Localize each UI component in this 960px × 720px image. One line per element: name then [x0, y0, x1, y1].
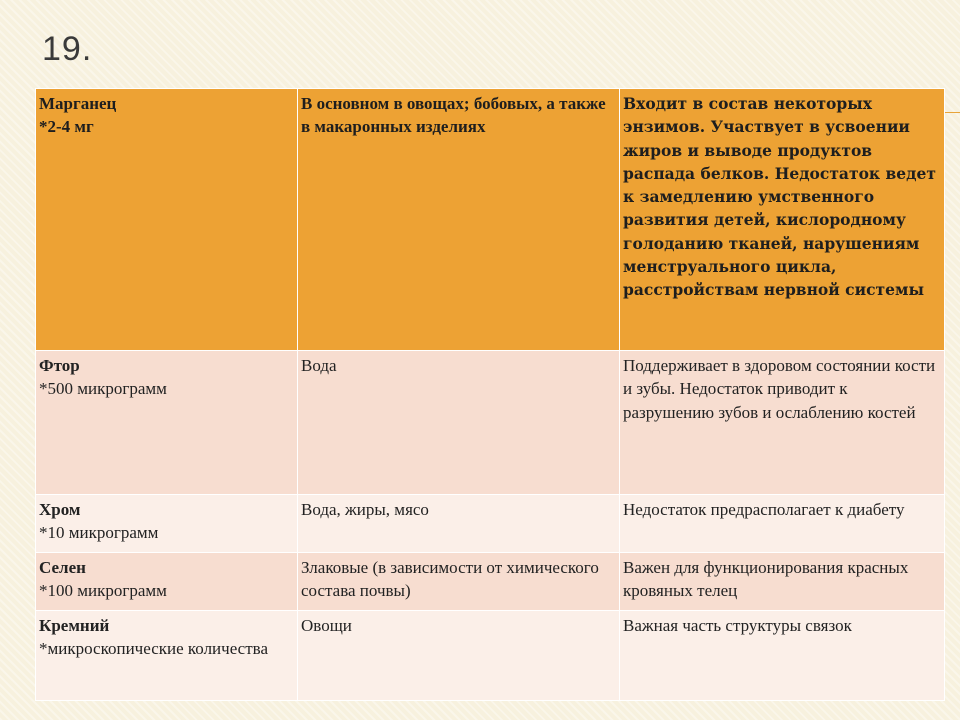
- element-dose: *100 микрограмм: [39, 581, 167, 601]
- slide-title: 19.: [42, 30, 93, 68]
- role-cell: Поддерживает в здоровом состоянии кости и зубы. Недостаток приводит к разрушению зубов и ослаблению костей: [620, 351, 945, 495]
- element-name: Кремний: [39, 616, 110, 635]
- table-row: [36, 553, 945, 611]
- element-name: Селен: [39, 558, 86, 577]
- role-cell: Важен для функционирования красных кровяных телец: [620, 553, 945, 611]
- element-name: Хром: [39, 500, 81, 519]
- sources-cell: Злаковые (в зависимости от химического состава почвы): [298, 553, 620, 611]
- table-row: [36, 89, 945, 351]
- element-cell: [36, 611, 298, 701]
- element-dose: *500 микрограмм: [39, 379, 167, 399]
- table-row: [36, 495, 945, 553]
- element-cell: [36, 553, 298, 611]
- sources-cell: В основном в овощах; бобовых, а также в макаронных изделиях: [298, 89, 620, 351]
- element-dose: *микроскопические количества: [39, 639, 268, 659]
- microelements-table: [35, 88, 945, 701]
- element-name: Марганец: [39, 94, 117, 113]
- role-cell: Недостаток предрасполагает к диабету: [620, 495, 945, 553]
- element-dose: *10 микрограмм: [39, 523, 159, 543]
- sources-cell: Овощи: [298, 611, 620, 701]
- table-row: [36, 611, 945, 701]
- sources-cell: Вода, жиры, мясо: [298, 495, 620, 553]
- element-cell: [36, 89, 298, 351]
- element-name: Фтор: [39, 356, 80, 375]
- role-cell: Важная часть структуры связок: [620, 611, 945, 701]
- element-cell: [36, 351, 298, 495]
- role-cell: Входит в состав некоторых энзимов. Участвует в усвоении жиров и выводе продуктов распада белков. Недостаток ведет к замедлению умственного развития детей, кислородному голоданию тканей, нарушениям менструального цикла, расстройствам нервной системы: [620, 89, 945, 351]
- accent-line: [944, 112, 960, 113]
- element-dose: *2-4 мг: [39, 117, 94, 137]
- table-row: [36, 351, 945, 495]
- sources-cell: Вода: [298, 351, 620, 495]
- element-cell: [36, 495, 298, 553]
